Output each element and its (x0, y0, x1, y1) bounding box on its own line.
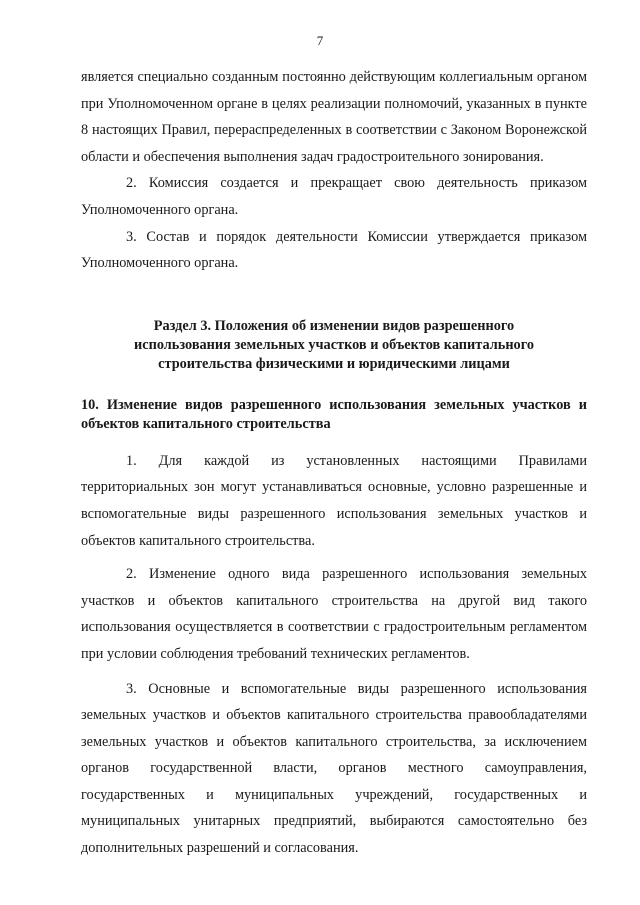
paragraph-item-3: 3. Состав и порядок деятельности Комиссии утверждается приказом Уполномоченного органа. (81, 228, 587, 272)
paragraph-item-2: 2. Комиссия создается и прекращает свою деятельность приказом Уполномоченного органа. (81, 175, 587, 218)
article-item-2: 2. Изменение одного вида разрешенного использования земельных участков и объектов капитального строительства на другой вид такого использования осуществляется в соответствии с градостроительным регламентом при условии соблюдения требований технических регламентов. (81, 566, 587, 662)
page-number: 7 (316, 33, 324, 48)
lead-paragraph: является специально созданным постоянно действующим коллегиальным органом при Уполномоченном органе в целях реализации полномочий, указанных в пункте 8 настоящих Правил, перераспределенных в соответствии с Законом Воронежской области и обеспечения выполнения задач градостроительного зонирования. (81, 69, 587, 165)
section-heading: Раздел 3. Положения об изменении видов разрешенного использования земельных участков и объектов капитального строительства физическими и юридическими лицами (134, 317, 534, 372)
article-item-3: 3. Основные и вспомогательные виды разрешенного использования земельных участков и объектов капитального строительства правообладателями земельных участков и объектов капитального строительства, за исключением органов государственной власти, органов местного самоуправления, государственных и муниципальных учреждений, государственных и муниципальных унитарных предприятий, выбираются самостоятельно без дополнительных разрешений и согласования. (81, 680, 587, 857)
article-item-1: 1. Для каждой из установленных настоящими Правилами территориальных зон могут устанавливаться основные, условно разрешенные и вспомогательные виды разрешенного использования земельных участков и объектов капитального строительства. (81, 452, 587, 549)
article-heading: 10. Изменение видов разрешенного использования земельных участков и объектов капитального строительства (81, 396, 587, 432)
page-content (81, 64, 587, 862)
